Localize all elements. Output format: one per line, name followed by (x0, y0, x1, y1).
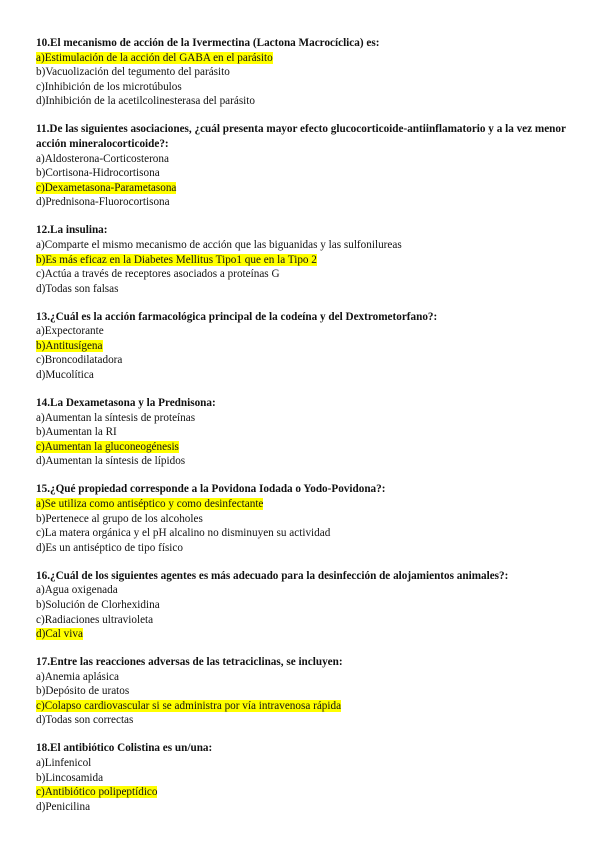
answer-option (36, 324, 576, 339)
answer-option (36, 238, 576, 253)
question-block (36, 569, 576, 642)
answer-option (36, 454, 576, 469)
answer-option-text: d)Inhibición de la acetilcolinesterasa del parásito (36, 95, 255, 108)
answer-option-text: d)Cal viva (36, 628, 83, 641)
question-title: 17.Entre las reacciones adversas de las tetraciclinas, se incluyen: (36, 656, 343, 669)
answer-option-text: a)Expectorante (36, 325, 104, 338)
question-title: 16.¿Cuál de los siguientes agentes es más adecuado para la desinfección de alojamientos animales?: (36, 569, 509, 582)
answer-option-text: a)Aldosterona-Corticosterona (36, 152, 169, 165)
answer-option (36, 425, 576, 440)
answer-option (36, 713, 576, 728)
answer-option (36, 94, 576, 109)
answer-option-text: d)Penicilina (36, 800, 91, 813)
answer-option-correct (36, 627, 576, 642)
answer-option-text: c)Actúa a través de receptores asociados a proteínas G (36, 268, 280, 281)
answer-option-text: c)Colapso cardiovascular si se administra por vía intravenosa rápida (36, 699, 342, 712)
answer-option-text: d)Todas son correctas (36, 714, 134, 727)
answer-option-correct (36, 181, 576, 196)
answer-option-text: c)La matera orgánica y el pH alcalino no disminuyen su actividad (36, 527, 331, 540)
answer-option-text: b)Depósito de uratos (36, 685, 130, 698)
answer-option-text: b)Pertenece al grupo de los alcoholes (36, 512, 203, 525)
question-block (36, 36, 576, 109)
answer-option-correct (36, 699, 576, 714)
answer-option-text: b)Aumentan la RI (36, 426, 117, 439)
answer-option-text: d)Es un antiséptico de tipo físico (36, 541, 183, 554)
question-title: 12.La insulina: (36, 224, 108, 237)
question-title: 11.De las siguientes asociaciones, ¿cuál presenta mayor efecto glucocorticoide-antiinflamatorio y a la vez menor acción mineralocorticoide?: (36, 123, 566, 150)
question-block (36, 396, 576, 469)
answer-option-text: a)Aumentan la síntesis de proteínas (36, 411, 196, 424)
answer-option-text: c)Inhibición de los microtúbulos (36, 80, 182, 93)
answer-option (36, 65, 576, 80)
answer-option-correct (36, 51, 576, 66)
question-block (36, 122, 576, 210)
answer-option-text: a)Agua oxigenada (36, 584, 118, 597)
answer-option (36, 411, 576, 426)
answer-option-text: b)Cortisona-Hidrocortisona (36, 167, 160, 180)
question-title: 13.¿Cuál es la acción farmacológica principal de la codeína y del Dextrometorfano?: (36, 310, 438, 323)
answer-option (36, 670, 576, 685)
answer-option (36, 771, 576, 786)
answer-option-text: d)Mucolítica (36, 369, 94, 382)
answer-option-correct (36, 497, 576, 512)
answer-option (36, 282, 576, 297)
answer-option-text: c)Aumentan la gluconeogénesis (36, 440, 179, 453)
answer-option-text: d)Aumentan la síntesis de lípidos (36, 455, 186, 468)
answer-option-text: a)Linfenicol (36, 757, 92, 770)
question-block (36, 655, 576, 728)
answer-option (36, 526, 576, 541)
answer-option-text: a)Anemia aplásica (36, 670, 119, 683)
question-title: 15.¿Qué propiedad corresponde a la Povidona Iodada o Yodo-Povidona?: (36, 483, 386, 496)
answer-option (36, 166, 576, 181)
answer-option-text: d)Todas son falsas (36, 282, 119, 295)
answer-option (36, 541, 576, 556)
answer-option (36, 353, 576, 368)
answer-option-text: c)Broncodilatadora (36, 354, 123, 367)
answer-option-correct (36, 339, 576, 354)
question-title: 18.El antibiótico Colistina es un/una: (36, 742, 213, 755)
answer-option-correct (36, 253, 576, 268)
answer-option-correct (36, 440, 576, 455)
answer-option-text: d)Prednisona-Fluorocortisona (36, 196, 170, 209)
question-block (36, 482, 576, 555)
answer-option-text: a)Se utiliza como antiséptico y como desinfectante (36, 497, 264, 510)
question-block (36, 741, 576, 814)
answer-option (36, 583, 576, 598)
answer-option-correct (36, 785, 576, 800)
answer-option (36, 152, 576, 167)
question-block (36, 310, 576, 383)
answer-option-text: b)Lincosamida (36, 771, 104, 784)
answer-option (36, 598, 576, 613)
answer-option (36, 756, 576, 771)
answer-option-text: a)Estimulación de la acción del GABA en el parásito (36, 51, 273, 64)
answer-option-text: c)Antibiótico polipeptídico (36, 786, 158, 799)
question-title: 14.La Dexametasona y la Prednisona: (36, 397, 216, 410)
answer-option (36, 195, 576, 210)
answer-option (36, 80, 576, 95)
question-title: 10.El mecanismo de acción de la Ivermectina (Lactona Macrocíclica) es: (36, 37, 380, 49)
question-block (36, 223, 576, 296)
answer-option (36, 684, 576, 699)
answer-option-text: b)Vacuolización del tegumento del parásito (36, 66, 230, 79)
answer-option-text: b)Solución de Clorhexidina (36, 598, 160, 611)
answer-option-text: c)Dexametasona-Parametasona (36, 181, 177, 194)
answer-option (36, 512, 576, 527)
answer-option (36, 267, 576, 282)
document-page (36, 36, 576, 828)
answer-option-text: b)Antitusígena (36, 339, 103, 352)
answer-option-text: a)Comparte el mismo mecanismo de acción que las biguanidas y las sulfonilureas (36, 238, 402, 251)
answer-option-text: b)Es más eficaz en la Diabetes Mellitus Tipo1 que en la Tipo 2 (36, 253, 317, 266)
answer-option (36, 613, 576, 628)
answer-option (36, 368, 576, 383)
answer-option-text: c)Radiaciones ultravioleta (36, 613, 154, 626)
answer-option (36, 800, 576, 815)
